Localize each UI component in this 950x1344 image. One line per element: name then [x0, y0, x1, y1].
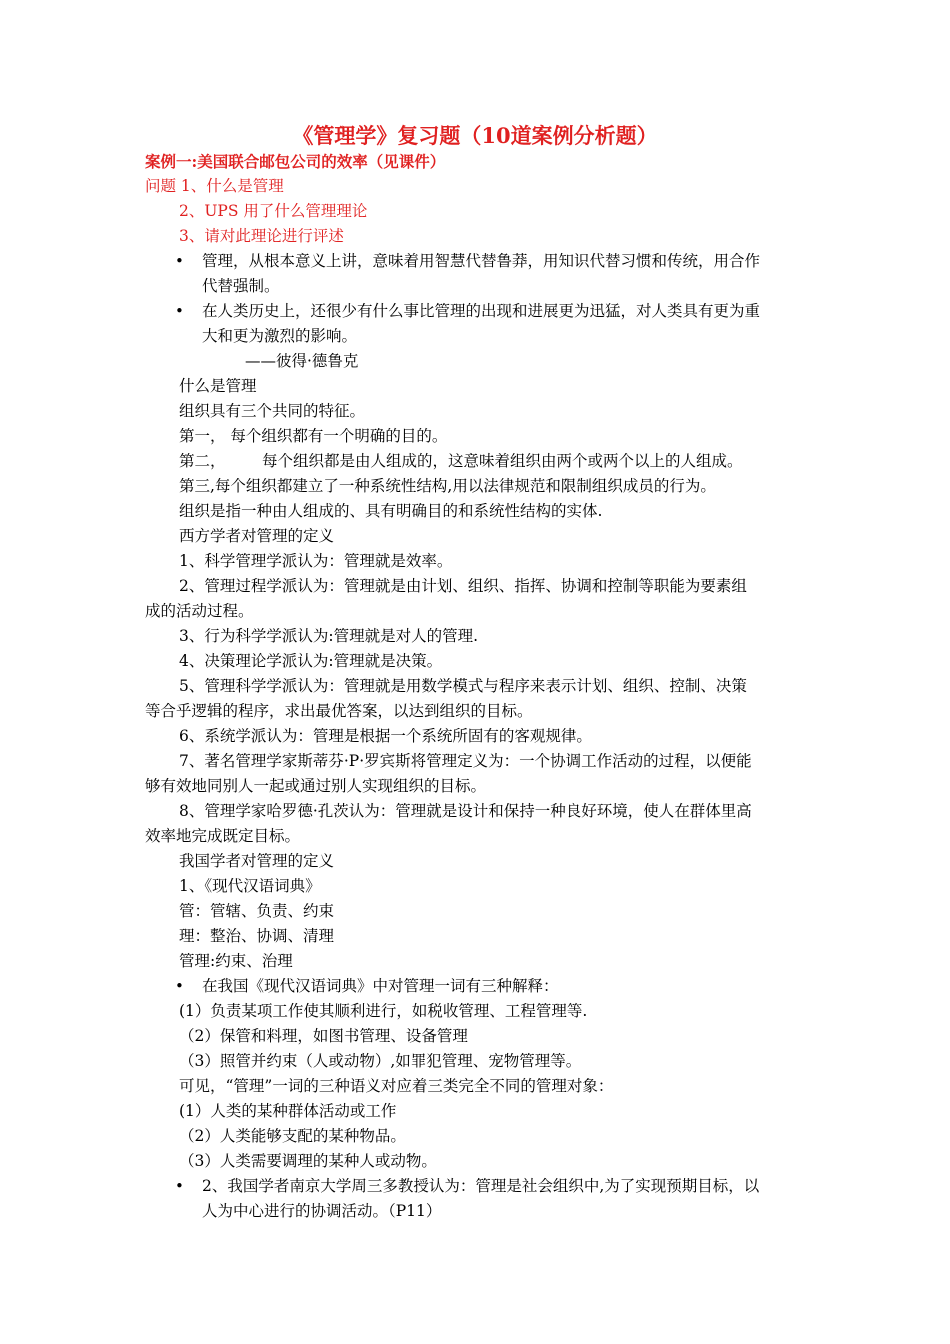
- paragraph-line: 管理:约束、治理: [179, 952, 293, 970]
- definition-line: 4、决策理论学派认为:管理就是决策。: [179, 652, 443, 670]
- question-3: 3、请对此理论进行评述: [179, 227, 344, 245]
- bullet-text: 人为中心进行的协调活动。（P11）: [202, 1202, 442, 1220]
- definition-line: 够有效地同别人一起或通过别人实现组织的目标。: [145, 777, 487, 795]
- definition-line: 8、管理学家哈罗德·孔茨认为：管理就是设计和保持一种良好环境，使人在群体里高: [179, 802, 752, 820]
- bullet-icon: •: [175, 302, 184, 320]
- bullet-text: 代替强制。: [202, 277, 280, 295]
- bullet-icon: •: [175, 252, 184, 270]
- bullet-text: 在人类历史上，还很少有什么事比管理的出现和进展更为迅猛，对人类具有更为重: [202, 302, 761, 320]
- definition-line: 2、管理过程学派认为：管理就是由计划、组织、指挥、协调和控制等职能为要素组: [179, 577, 747, 595]
- document-title: 《管理学》复习题（10道案例分析题）: [292, 123, 658, 148]
- section-heading: 西方学者对管理的定义: [179, 527, 335, 545]
- paragraph-line: 组织具有三个共同的特征。: [179, 402, 366, 420]
- definition-line: 效率地完成既定目标。: [145, 827, 301, 845]
- question-2: 2、UPS 用了什么管理理论: [179, 202, 368, 220]
- paragraph-line: 每个组织都是由人组成的，这意味着组织由两个或两个以上的人组成。: [262, 452, 743, 470]
- bullet-text: 在我国《现代汉语词典》中对管理一词有三种解释：: [202, 977, 559, 995]
- quote-author: ——彼得·德鲁克: [245, 352, 359, 370]
- paragraph-line: 第二，: [179, 452, 226, 470]
- paragraph-line: （2）保管和料理，如图书管理、设备管理: [179, 1027, 468, 1045]
- case-heading: 案例一:美国联合邮包公司的效率（见课件）: [145, 152, 446, 171]
- bullet-text: 2、我国学者南京大学周三多教授认为：管理是社会组织中,为了实现预期目标，以: [202, 1177, 760, 1195]
- paragraph-line: 第一， 每个组织都有一个明确的目的。: [179, 427, 448, 445]
- question-1: 问题 1、什么是管理: [145, 177, 284, 195]
- paragraph-line: 可见，“管理”一词的三种语义对应着三类完全不同的管理对象：: [179, 1077, 614, 1095]
- paragraph-line: 理：整治、协调、清理: [179, 927, 335, 945]
- paragraph-line: 什么是管理: [179, 377, 257, 395]
- paragraph-line: (1）负责某项工作使其顺利进行，如税收管理、工程管理等.: [179, 1002, 588, 1020]
- bullet-icon: •: [175, 977, 184, 995]
- paragraph-line: 第三,每个组织都建立了一种系统性结构,用以法律规范和限制组织成员的行为。: [179, 477, 716, 495]
- paragraph-line: （3）照管并约束（人或动物）,如罪犯管理、宠物管理等。: [179, 1052, 582, 1070]
- paragraph-line: 组织是指一种由人组成的、具有明确目的和系统性结构的实体.: [179, 502, 603, 520]
- definition-line: 等合乎逻辑的程序，求出最优答案，以达到组织的目标。: [145, 702, 533, 720]
- bullet-text: 管理，从根本意义上讲，意味着用智慧代替鲁莽，用知识代替习惯和传统，用合作: [202, 252, 761, 270]
- definition-line: 6、系统学派认为：管理是根据一个系统所固有的客观规律。: [179, 727, 592, 745]
- definition-line: 7、著名管理学家斯蒂芬·P·罗宾斯将管理定义为：一个协调工作活动的过程，以便能: [179, 752, 752, 770]
- definition-line: 3、行为科学学派认为:管理就是对人的管理.: [179, 627, 479, 645]
- section-heading: 我国学者对管理的定义: [179, 852, 335, 870]
- definition-line: 1、科学管理学派认为：管理就是效率。: [179, 552, 453, 570]
- paragraph-line: 1、《现代汉语词典》: [179, 877, 321, 895]
- definition-line: 成的活动过程。: [145, 602, 254, 620]
- paragraph-line: 管：管辖、负责、约束: [179, 902, 335, 920]
- bullet-icon: •: [175, 1177, 184, 1195]
- paragraph-line: (1）人类的某种群体活动或工作: [179, 1102, 397, 1120]
- bullet-text: 大和更为激烈的影响。: [202, 327, 358, 345]
- definition-line: 5、管理科学学派认为：管理就是用数学模式与程序来表示计划、组织、控制、决策: [179, 677, 747, 695]
- paragraph-line: （3）人类需要调理的某种人或动物。: [179, 1152, 437, 1170]
- paragraph-line: （2）人类能够支配的某种物品。: [179, 1127, 406, 1145]
